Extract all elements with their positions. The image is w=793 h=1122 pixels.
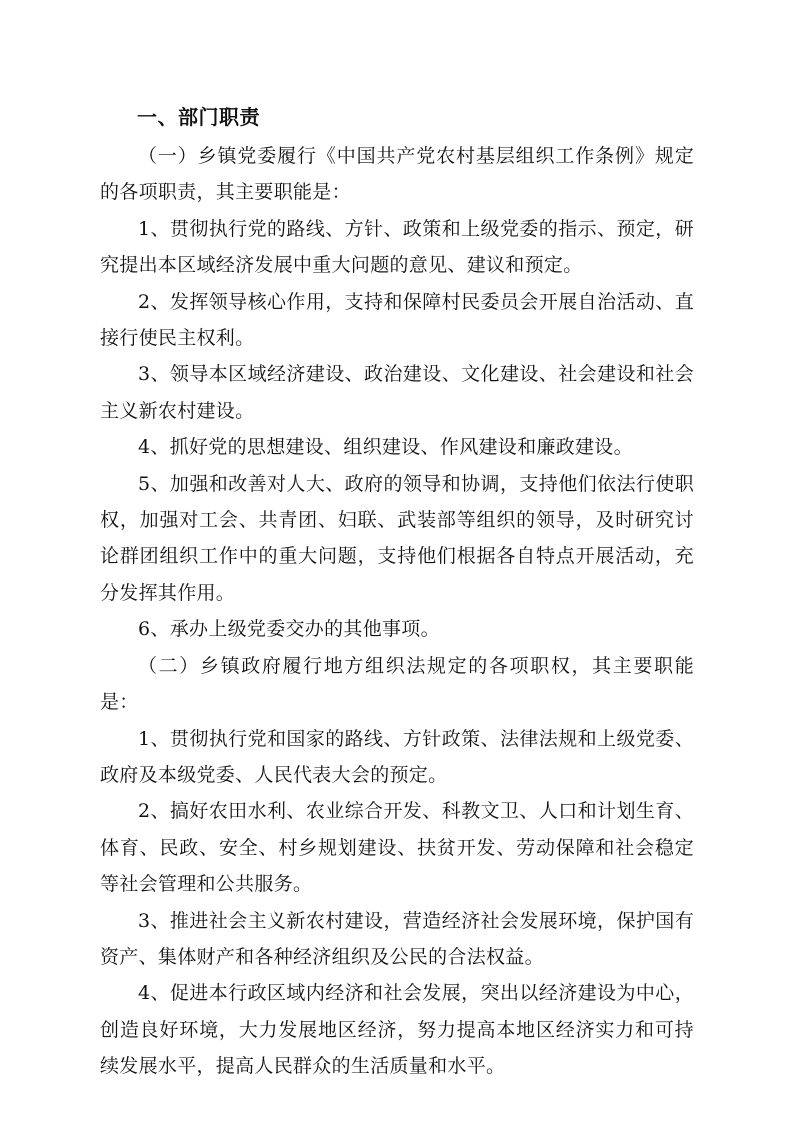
section-heading: 一、部门职责 xyxy=(137,105,260,129)
paragraph-government-duty-4: 4、促进本行政区域内经济和社会发展，突出以经济建设为中心，创造良好环境，大力发展地区经济，努力提高本地区经济实力和可持续发展水平，提高人民群众的生活质量和水平。 xyxy=(100,982,694,1078)
paragraph-government-duty-3: 3、推进社会主义新农村建设，营造经济社会发展环境，保护国有资产、集体财产和各种经济组织及公民的合法权益。 xyxy=(100,909,694,968)
paragraph-government-duty-2: 2、搞好农田水利、农业综合开发、科教文卫、人口和计划生育、体育、民政、安全、村乡规划建设、扶贫开发、劳动保障和社会稳定等社会管理和公共服务。 xyxy=(100,800,694,896)
paragraph-government-duty-1: 1、贯彻执行党和国家的路线、方针政策、法律法规和上级党委、政府及本级党委、人民代表大会的预定。 xyxy=(100,727,694,786)
paragraph-party-duty-2: 2、发挥领导核心作用，支持和保障村民委员会开展自治活动、直接行使民主权利。 xyxy=(100,290,694,350)
paragraph-party-duty-1: 1、贯彻执行党的路线、方针、政策和上级党委的指示、预定，研究提出本区域经济发展中重大问题的意见、建议和预定。 xyxy=(100,217,694,277)
paragraph-party-committee-intro: （一）乡镇党委履行《中国共产党农村基层组织工作条例》规定的各项职责，其主要职能是： xyxy=(100,145,694,204)
document-body xyxy=(100,138,694,1085)
paragraph-party-duty-6: 6、承办上级党委交办的其他事项。 xyxy=(138,618,440,641)
paragraph-party-duty-4: 4、抓好党的思想建设、组织建设、作风建设和廉政建设。 xyxy=(138,436,633,459)
paragraph-government-intro: （二）乡镇政府履行地方组织法规定的各项职权，其主要职能是： xyxy=(100,654,694,714)
paragraph-party-duty-5: 5、加强和改善对人大、政府的领导和协调，支持他们依法行使职权，加强对工会、共青团、妇联、武装部等组织的领导，及时研究讨论群团组织工作中的重大问题，支持他们根据各自特点开展活动，充分发挥其作用。 xyxy=(100,472,694,604)
paragraph-party-duty-3: 3、领导本区域经济建设、政治建设、文化建设、社会建设和社会主义新农村建设。 xyxy=(100,363,694,422)
